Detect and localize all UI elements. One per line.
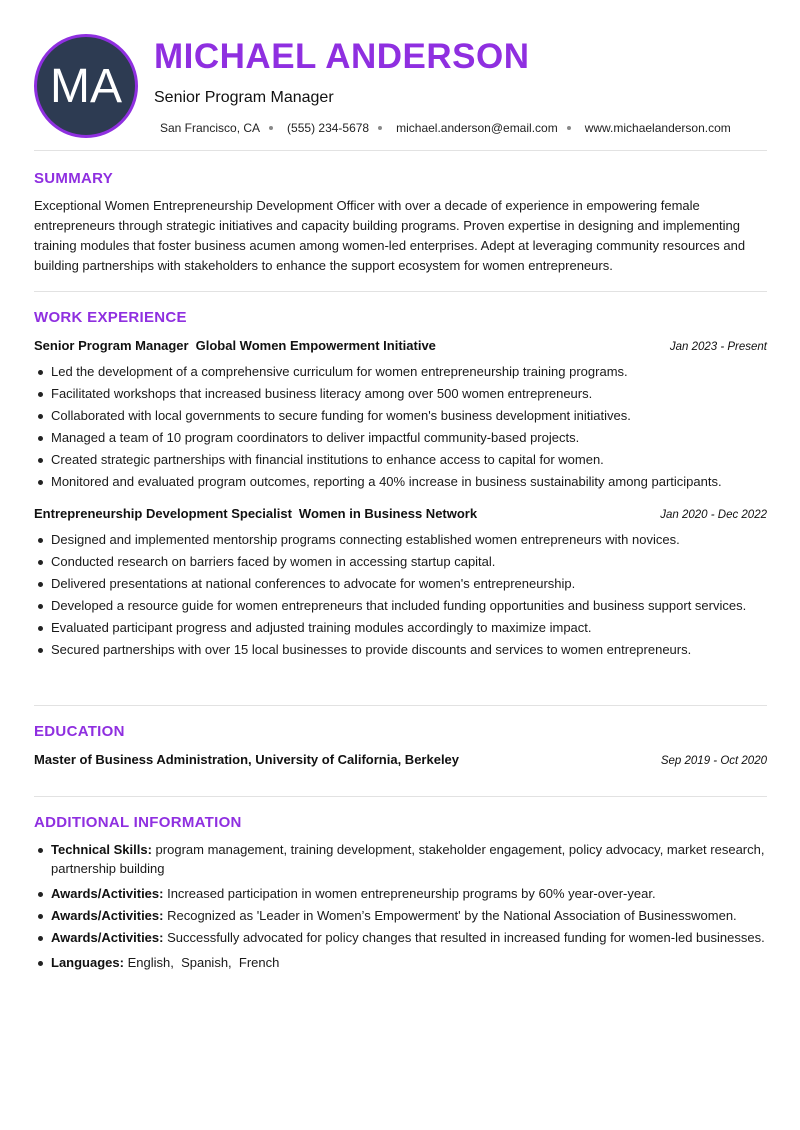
avatar [34,34,138,138]
item-label: Awards/Activities: [51,886,164,901]
item-text: Recognized as 'Leader in Women’s Empowerment' by the National Association of Businesswomen. [167,908,737,923]
job-company: Women in Business Network [298,506,478,521]
job-bullets [34,530,767,659]
section-divider [34,150,767,151]
contact-email[interactable]: michael.anderson@email.com [396,121,558,135]
job-role: Entrepreneurship Development Specialist [34,506,292,521]
list-item: Designed and implemented mentorship programs connecting established women entrepreneurs with novices. [34,530,767,549]
education-heading: EDUCATION [34,723,125,740]
list-item: Delivered presentations at national conferences to advocate for women's entrepreneurship. [34,574,767,593]
list-item [34,840,767,878]
list-item [34,906,767,925]
list-item: Facilitated workshops that increased business literacy among over 500 women entrepreneurs. [34,384,767,403]
avatar-initials: MA [50,59,122,113]
separator-dot [378,126,382,130]
separator-dot [567,126,571,130]
list-item [34,928,767,947]
contact-bar [160,120,731,136]
item-text: program management, training development, stakeholder engagement, policy advocacy, market research, partnership building [51,842,765,876]
experience-heading: WORK EXPERIENCE [34,309,187,326]
job-dates: Jan 2023 - Present [669,341,767,353]
list-item: Secured partnerships with over 15 local businesses to provide discounts and services to women entrepreneurs. [34,640,767,659]
list-item [34,884,767,903]
section-divider [34,705,767,706]
candidate-title: Senior Program Manager [154,89,334,106]
list-item: Developed a resource guide for women entrepreneurs that included funding opportunities and business support services. [34,596,767,615]
item-text: Successfully advocated for policy changes that resulted in increased funding for women-led businesses. [167,930,765,945]
job-role: Senior Program Manager [34,338,189,353]
job-dates: Jan 2020 - Dec 2022 [660,509,767,521]
contact-phone[interactable]: (555) 234-5678 [287,121,370,135]
additional-list [34,840,767,972]
job-header [34,337,767,356]
candidate-name: MICHAEL ANDERSON [154,37,530,76]
education-degree: Master of Business Administration, University of California, Berkeley [34,752,460,767]
education-entry [34,751,767,770]
education-dates: Sep 2019 - Oct 2020 [660,755,767,767]
resume-header [34,0,767,150]
resume-page [34,0,767,1130]
list-item: Evaluated participant progress and adjusted training modules accordingly to maximize impact. [34,618,767,637]
list-item: Managed a team of 10 program coordinators to deliver impactful community-based projects. [34,428,767,447]
item-text: English, Spanish, French [127,955,280,970]
summary-heading: SUMMARY [34,170,114,187]
contact-website[interactable]: www.michaelanderson.com [584,121,731,135]
additional-heading: ADDITIONAL INFORMATION [34,814,242,831]
summary-text: Exceptional Women Entrepreneurship Development Officer with over a decade of experience in empowering female entrepreneurs through strategic initiatives and capacity building programs. Proven expertise in designing and implementing training modules that foster business acumen among women-led enterprises. Adept at leveraging community resources and building partnerships with stakeholders to enhance the support ecosystem for women entrepreneurs. [34,198,746,273]
contact-location: San Francisco, CA [160,121,261,135]
job-bullets [34,362,767,491]
job-header [34,505,767,524]
list-item: Monitored and evaluated program outcomes, reporting a 40% increase in business sustainability among participants. [34,472,767,491]
item-text: Increased participation in women entrepreneurship programs by 60% year-over-year. [167,886,656,901]
item-label: Awards/Activities: [51,908,164,923]
separator-dot [269,126,273,130]
list-item: Led the development of a comprehensive curriculum for women entrepreneurship training programs. [34,362,767,381]
section-divider [34,291,767,292]
job-company: Global Women Empowerment Initiative [195,338,436,353]
list-item: Conducted research on barriers faced by women in accessing startup capital. [34,552,767,571]
section-divider [34,796,767,797]
item-label: Technical Skills: [51,842,152,857]
item-label: Awards/Activities: [51,930,164,945]
item-label: Languages: [51,955,124,970]
list-item: Created strategic partnerships with financial institutions to enhance access to capital for women. [34,450,767,469]
list-item: Collaborated with local governments to secure funding for women's business development initiatives. [34,406,767,425]
list-item [34,953,767,972]
